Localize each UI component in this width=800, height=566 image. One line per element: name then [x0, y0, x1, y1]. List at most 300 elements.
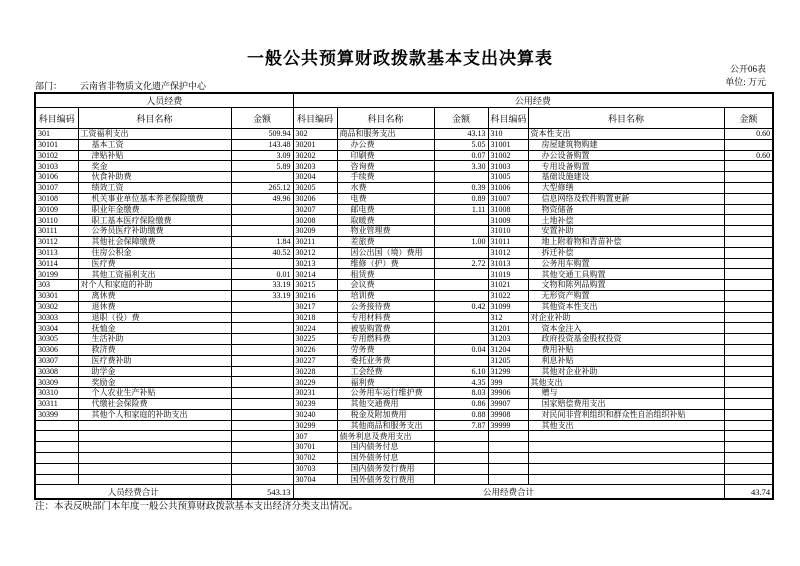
- amount-cell: [724, 344, 773, 355]
- table-row: [35, 474, 773, 485]
- amount-cell: [724, 269, 773, 280]
- amount-cell: [434, 463, 488, 474]
- table-row: [35, 334, 773, 345]
- table-row: [35, 226, 773, 237]
- amount-header: 金额: [434, 108, 488, 129]
- amount-cell: [724, 215, 773, 226]
- subject-code-cell: 31099: [488, 301, 528, 312]
- subject-name-header: 科目名称: [337, 108, 434, 129]
- subject-code-cell: [35, 420, 78, 431]
- subject-code-cell: 31007: [488, 193, 528, 204]
- amount-cell: [231, 204, 293, 215]
- amount-cell: [724, 474, 773, 485]
- subject-code-cell: [35, 452, 78, 463]
- subject-name-cell: 对民间非营利组织和群众性自治组织补贴: [528, 409, 724, 420]
- table-row: [35, 258, 773, 269]
- subject-name-cell: 专用燃料费: [337, 334, 434, 345]
- subject-name-cell: 其他交通工具购置: [528, 269, 724, 280]
- subject-code-cell: 30209: [293, 226, 337, 237]
- subject-name-cell: 办公费: [337, 139, 434, 150]
- subject-code-cell: 30240: [293, 409, 337, 420]
- subject-code-cell: 30399: [35, 409, 78, 420]
- amount-cell: [434, 312, 488, 323]
- amount-cell: [724, 463, 773, 474]
- subject-code-cell: 30304: [35, 323, 78, 334]
- subject-name-cell: [528, 442, 724, 453]
- amount-cell: [231, 452, 293, 463]
- subject-name-cell: [78, 452, 231, 463]
- subject-name-cell: 对个人和家庭的补助: [78, 280, 231, 291]
- subject-name-cell: [528, 431, 724, 442]
- subject-name-cell: 公务用车运行维护费: [337, 388, 434, 399]
- amount-cell: 43.13: [434, 129, 488, 140]
- amount-cell: 33.19: [231, 290, 293, 301]
- subject-name-cell: 差旅费: [337, 236, 434, 247]
- amount-cell: 8.03: [434, 388, 488, 399]
- subject-code-cell: 30211: [293, 236, 337, 247]
- subject-name-cell: 救济费: [78, 344, 231, 355]
- subject-code-cell: 30111: [35, 226, 78, 237]
- subject-code-cell: 30199: [35, 269, 78, 280]
- subject-name-cell: 离休费: [78, 290, 231, 301]
- subject-code-cell: [35, 442, 78, 453]
- subject-code-cell: 30306: [35, 344, 78, 355]
- table-row: [35, 442, 773, 453]
- amount-cell: 0.07: [434, 150, 488, 161]
- subject-code-cell: 301: [35, 129, 78, 140]
- amount-cell: 1.00: [434, 236, 488, 247]
- subject-code-cell: [35, 474, 78, 485]
- subject-name-cell: 土地补偿: [528, 215, 724, 226]
- subject-code-cell: 30215: [293, 280, 337, 291]
- subject-code-cell: 312: [488, 312, 528, 323]
- amount-cell: [724, 161, 773, 172]
- amount-cell: [724, 193, 773, 204]
- amount-cell: [724, 172, 773, 183]
- amount-cell: [724, 388, 773, 399]
- subject-code-cell: 30109: [35, 204, 78, 215]
- subject-code-cell: 307: [293, 431, 337, 442]
- subject-name-cell: [78, 463, 231, 474]
- subject-name-cell: 房屋建筑物购建: [528, 139, 724, 150]
- table-row: [35, 355, 773, 366]
- subject-code-cell: 39908: [488, 409, 528, 420]
- amount-cell: 0.42: [434, 301, 488, 312]
- amount-cell: 33.19: [231, 280, 293, 291]
- subject-name-cell: 绩效工资: [78, 182, 231, 193]
- amount-cell: [724, 247, 773, 258]
- subject-name-cell: 其他个人和家庭的补助支出: [78, 409, 231, 420]
- amount-cell: 1.84: [231, 236, 293, 247]
- table-row: [35, 269, 773, 280]
- subject-name-cell: 电费: [337, 193, 434, 204]
- amount-cell: [724, 301, 773, 312]
- subject-name-cell: 其他对企业补助: [528, 366, 724, 377]
- table-row: [35, 215, 773, 226]
- subject-name-cell: 因公出国（境）费用: [337, 247, 434, 258]
- table-row: [35, 161, 773, 172]
- amount-cell: [434, 215, 488, 226]
- amount-cell: [724, 236, 773, 247]
- subject-name-cell: 津贴补贴: [78, 150, 231, 161]
- amount-cell: 3.30: [434, 161, 488, 172]
- subject-code-cell: 30229: [293, 377, 337, 388]
- personnel-total-amount: 543.13: [231, 485, 293, 500]
- subject-name-cell: 机关事业单位基本养老保险缴费: [78, 193, 231, 204]
- table-code-label: 公开06表: [729, 64, 766, 74]
- subject-code-cell: 30305: [35, 334, 78, 345]
- subject-name-cell: 退职（役）费: [78, 312, 231, 323]
- amount-cell: [231, 323, 293, 334]
- subject-name-cell: 代缴社会保险费: [78, 398, 231, 409]
- subject-name-cell: 医疗费: [78, 258, 231, 269]
- subject-name-cell: 商品和服务支出: [337, 129, 434, 140]
- subject-name-cell: 安置补助: [528, 226, 724, 237]
- table-row: [35, 388, 773, 399]
- subject-name-cell: 拆迁补偿: [528, 247, 724, 258]
- amount-cell: [724, 204, 773, 215]
- subject-code-cell: 30103: [35, 161, 78, 172]
- subject-code-cell: 30231: [293, 388, 337, 399]
- subject-name-cell: 职业年金缴费: [78, 204, 231, 215]
- amount-cell: [231, 344, 293, 355]
- amount-cell: 0.86: [434, 398, 488, 409]
- amount-cell: 0.60: [724, 129, 773, 140]
- personnel-total-label: 人员经费合计: [35, 485, 231, 500]
- subject-name-cell: 税金及附加费用: [337, 409, 434, 420]
- subject-code-cell: 30101: [35, 139, 78, 150]
- subject-name-cell: 其他支出: [528, 377, 724, 388]
- subject-name-cell: 国内债务发行费用: [337, 463, 434, 474]
- department-label: 部门：: [35, 81, 63, 91]
- table-row: [35, 204, 773, 215]
- amount-cell: [434, 290, 488, 301]
- amount-cell: [724, 290, 773, 301]
- subject-name-cell: 咨询费: [337, 161, 434, 172]
- subject-code-cell: 30102: [35, 150, 78, 161]
- amount-cell: [724, 226, 773, 237]
- amount-cell: [434, 334, 488, 345]
- subject-name-cell: 水费: [337, 182, 434, 193]
- subject-name-cell: 无形资产购置: [528, 290, 724, 301]
- subject-code-cell: 399: [488, 377, 528, 388]
- subject-code-cell: [488, 452, 528, 463]
- amount-cell: [231, 409, 293, 420]
- subject-name-cell: 抚恤金: [78, 323, 231, 334]
- department-line: [35, 79, 206, 93]
- subject-code-header: 科目编码: [488, 108, 528, 129]
- amount-cell: [231, 215, 293, 226]
- subject-code-cell: 31205: [488, 355, 528, 366]
- amount-cell: [724, 366, 773, 377]
- subject-code-cell: 30701: [293, 442, 337, 453]
- amount-cell: 7.87: [434, 420, 488, 431]
- table-row: [35, 398, 773, 409]
- amount-cell: [724, 442, 773, 453]
- amount-cell: 0.01: [231, 269, 293, 280]
- subject-code-cell: 30204: [293, 172, 337, 183]
- subject-code-cell: 30107: [35, 182, 78, 193]
- subject-code-cell: 30227: [293, 355, 337, 366]
- amount-header: 金额: [231, 108, 293, 129]
- amount-cell: [724, 452, 773, 463]
- subject-code-cell: 31012: [488, 247, 528, 258]
- subject-name-cell: 印刷费: [337, 150, 434, 161]
- amount-cell: [724, 355, 773, 366]
- subject-name-cell: 费用补贴: [528, 344, 724, 355]
- subject-name-cell: 邮电费: [337, 204, 434, 215]
- subject-code-cell: 30301: [35, 290, 78, 301]
- subject-name-cell: 基础设施建设: [528, 172, 724, 183]
- subject-name-header: 科目名称: [528, 108, 724, 129]
- table-row: [35, 280, 773, 291]
- subject-name-cell: 大型修缮: [528, 182, 724, 193]
- amount-cell: [231, 312, 293, 323]
- subject-code-cell: 30225: [293, 334, 337, 345]
- table-row: [35, 452, 773, 463]
- subject-name-cell: 利息补贴: [528, 355, 724, 366]
- table-row: [35, 129, 773, 140]
- subject-code-cell: 30112: [35, 236, 78, 247]
- subject-name-cell: 被装购置费: [337, 323, 434, 334]
- amount-cell: 143.48: [231, 139, 293, 150]
- table-row: [35, 193, 773, 204]
- subject-code-cell: 31019: [488, 269, 528, 280]
- subject-name-cell: [78, 442, 231, 453]
- subject-code-cell: 310: [488, 129, 528, 140]
- subject-code-cell: [35, 431, 78, 442]
- amount-cell: [434, 269, 488, 280]
- subject-name-cell: 退休费: [78, 301, 231, 312]
- personnel-group-header: 人员经费: [35, 93, 293, 108]
- subject-name-cell: 其他商品和服务支出: [337, 420, 434, 431]
- amount-cell: 1.11: [434, 204, 488, 215]
- subject-code-cell: 30206: [293, 193, 337, 204]
- amount-cell: [231, 442, 293, 453]
- amount-cell: [231, 258, 293, 269]
- amount-cell: [724, 377, 773, 388]
- subject-code-cell: 30311: [35, 398, 78, 409]
- subject-name-cell: 会议费: [337, 280, 434, 291]
- subject-name-cell: 基本工资: [78, 139, 231, 150]
- subject-name-cell: 地上附着物和青苗补偿: [528, 236, 724, 247]
- subject-name-cell: 信息网络及软件购置更新: [528, 193, 724, 204]
- subject-code-cell: 30208: [293, 215, 337, 226]
- amount-cell: [231, 463, 293, 474]
- subject-code-cell: 39907: [488, 398, 528, 409]
- amount-cell: 5.05: [434, 139, 488, 150]
- subject-code-cell: 31013: [488, 258, 528, 269]
- budget-table: [34, 92, 774, 500]
- amount-header: 金额: [724, 108, 773, 129]
- amount-cell: [724, 334, 773, 345]
- subject-name-cell: 国外债务发行费用: [337, 474, 434, 485]
- subject-code-cell: 30203: [293, 161, 337, 172]
- subject-name-cell: 办公设备购置: [528, 150, 724, 161]
- subject-name-cell: 生活补助: [78, 334, 231, 345]
- subject-code-cell: 31009: [488, 215, 528, 226]
- amount-cell: 0.89: [434, 193, 488, 204]
- subject-code-cell: 30226: [293, 344, 337, 355]
- subject-code-cell: 30703: [293, 463, 337, 474]
- subject-code-cell: 30207: [293, 204, 337, 215]
- subject-name-cell: 专用材料费: [337, 312, 434, 323]
- table-row: [35, 409, 773, 420]
- subject-name-cell: 委托业务费: [337, 355, 434, 366]
- table-row: [35, 377, 773, 388]
- subject-code-cell: 30239: [293, 398, 337, 409]
- amount-cell: [434, 452, 488, 463]
- subject-code-cell: 31299: [488, 366, 528, 377]
- amount-cell: [434, 247, 488, 258]
- amount-cell: 6.10: [434, 366, 488, 377]
- public-group-header: 公用经费: [293, 93, 773, 108]
- subject-code-cell: 30702: [293, 452, 337, 463]
- subject-name-cell: 公务接待费: [337, 301, 434, 312]
- amount-cell: [724, 139, 773, 150]
- amount-cell: 4.35: [434, 377, 488, 388]
- table-body: [35, 129, 773, 485]
- subject-name-cell: 对企业补助: [528, 312, 724, 323]
- amount-cell: [231, 355, 293, 366]
- amount-cell: 509.94: [231, 129, 293, 140]
- subject-code-cell: 31002: [488, 150, 528, 161]
- subject-code-cell: 30704: [293, 474, 337, 485]
- amount-cell: [724, 182, 773, 193]
- subject-code-cell: [488, 463, 528, 474]
- amount-cell: [724, 431, 773, 442]
- subject-code-cell: 31001: [488, 139, 528, 150]
- subject-name-cell: 国家赔偿费用支出: [528, 398, 724, 409]
- amount-cell: [231, 301, 293, 312]
- amount-cell: [724, 258, 773, 269]
- amount-cell: [434, 323, 488, 334]
- amount-cell: [434, 172, 488, 183]
- subject-code-cell: 303: [35, 280, 78, 291]
- subject-name-cell: 奖金: [78, 161, 231, 172]
- subject-name-cell: 其他交通费用: [337, 398, 434, 409]
- amount-cell: [434, 280, 488, 291]
- subject-code-cell: 39999: [488, 420, 528, 431]
- subject-code-cell: 30224: [293, 323, 337, 334]
- page-title: 一般公共预算财政拨款基本支出决算表: [247, 49, 553, 68]
- subject-code-cell: 30217: [293, 301, 337, 312]
- amount-cell: 0.04: [434, 344, 488, 355]
- subject-name-cell: 国外债务付息: [337, 452, 434, 463]
- subject-code-cell: 31204: [488, 344, 528, 355]
- subject-name-cell: 工会经费: [337, 366, 434, 377]
- table-row: [35, 420, 773, 431]
- subject-code-cell: [488, 431, 528, 442]
- amount-cell: 0.39: [434, 182, 488, 193]
- amount-cell: [724, 323, 773, 334]
- subject-code-cell: 30213: [293, 258, 337, 269]
- table-note: 注：本表反映部门本年度一般公共预算财政拨款基本支出经济分类支出情况。: [35, 502, 359, 512]
- amount-cell: 0.60: [724, 150, 773, 161]
- subject-name-cell: 劳务费: [337, 344, 434, 355]
- amount-cell: [434, 474, 488, 485]
- amount-cell: [231, 334, 293, 345]
- subject-name-cell: 政府投资基金股权投资: [528, 334, 724, 345]
- amount-cell: [724, 409, 773, 420]
- table-row: [35, 463, 773, 474]
- subject-code-cell: 30202: [293, 150, 337, 161]
- amount-cell: 40.52: [231, 247, 293, 258]
- subject-name-cell: 医疗费补助: [78, 355, 231, 366]
- subject-name-cell: [528, 452, 724, 463]
- subject-code-cell: 31201: [488, 323, 528, 334]
- subject-code-cell: 31203: [488, 334, 528, 345]
- subject-name-cell: 维修（护）费: [337, 258, 434, 269]
- subject-name-cell: 物业管理费: [337, 226, 434, 237]
- subject-name-header: 科目名称: [78, 108, 231, 129]
- table-row: [35, 344, 773, 355]
- amount-cell: [231, 377, 293, 388]
- subject-code-cell: 39906: [488, 388, 528, 399]
- subject-name-cell: [78, 431, 231, 442]
- subject-code-cell: 30299: [293, 420, 337, 431]
- subject-name-cell: 工资福利支出: [78, 129, 231, 140]
- subject-code-cell: 30212: [293, 247, 337, 258]
- subject-name-cell: [528, 474, 724, 485]
- amount-cell: [231, 388, 293, 399]
- table-row: [35, 301, 773, 312]
- subject-code-header: 科目编码: [35, 108, 78, 129]
- amount-cell: 3.09: [231, 150, 293, 161]
- subject-name-cell: 其他支出: [528, 420, 724, 431]
- subject-code-cell: 30216: [293, 290, 337, 301]
- subject-name-cell: [528, 463, 724, 474]
- subject-name-cell: 伙食补助费: [78, 172, 231, 183]
- subject-code-cell: 30108: [35, 193, 78, 204]
- table-row: [35, 182, 773, 193]
- subject-name-cell: 其他社会保障缴费: [78, 236, 231, 247]
- subject-name-cell: [78, 474, 231, 485]
- subject-name-cell: 其他资本性支出: [528, 301, 724, 312]
- amount-cell: [231, 172, 293, 183]
- amount-cell: [724, 280, 773, 291]
- subject-code-cell: 30302: [35, 301, 78, 312]
- amount-cell: [434, 226, 488, 237]
- subject-code-cell: [488, 474, 528, 485]
- subject-name-cell: 个人农业生产补贴: [78, 388, 231, 399]
- table-row: [35, 247, 773, 258]
- subject-code-cell: 31006: [488, 182, 528, 193]
- subject-name-cell: 专用设备购置: [528, 161, 724, 172]
- table-row: [35, 312, 773, 323]
- subject-name-cell: 文物和陈列品购置: [528, 280, 724, 291]
- amount-cell: 5.89: [231, 161, 293, 172]
- subject-code-cell: 31008: [488, 204, 528, 215]
- subject-name-cell: 取暖费: [337, 215, 434, 226]
- subject-name-cell: 赠与: [528, 388, 724, 399]
- table-row: [35, 323, 773, 334]
- subject-name-cell: 住房公积金: [78, 247, 231, 258]
- table-row: [35, 150, 773, 161]
- subject-name-cell: 物资储备: [528, 204, 724, 215]
- unit-label: 单位: 万元: [725, 77, 766, 87]
- table-row: [35, 139, 773, 150]
- subject-code-cell: 30106: [35, 172, 78, 183]
- subject-code-cell: 31003: [488, 161, 528, 172]
- subject-code-cell: 30303: [35, 312, 78, 323]
- amount-cell: [434, 355, 488, 366]
- subject-name-cell: 手续费: [337, 172, 434, 183]
- subject-code-cell: 31022: [488, 290, 528, 301]
- amount-cell: [434, 431, 488, 442]
- subject-name-cell: 资本金注入: [528, 323, 724, 334]
- subject-code-cell: 30214: [293, 269, 337, 280]
